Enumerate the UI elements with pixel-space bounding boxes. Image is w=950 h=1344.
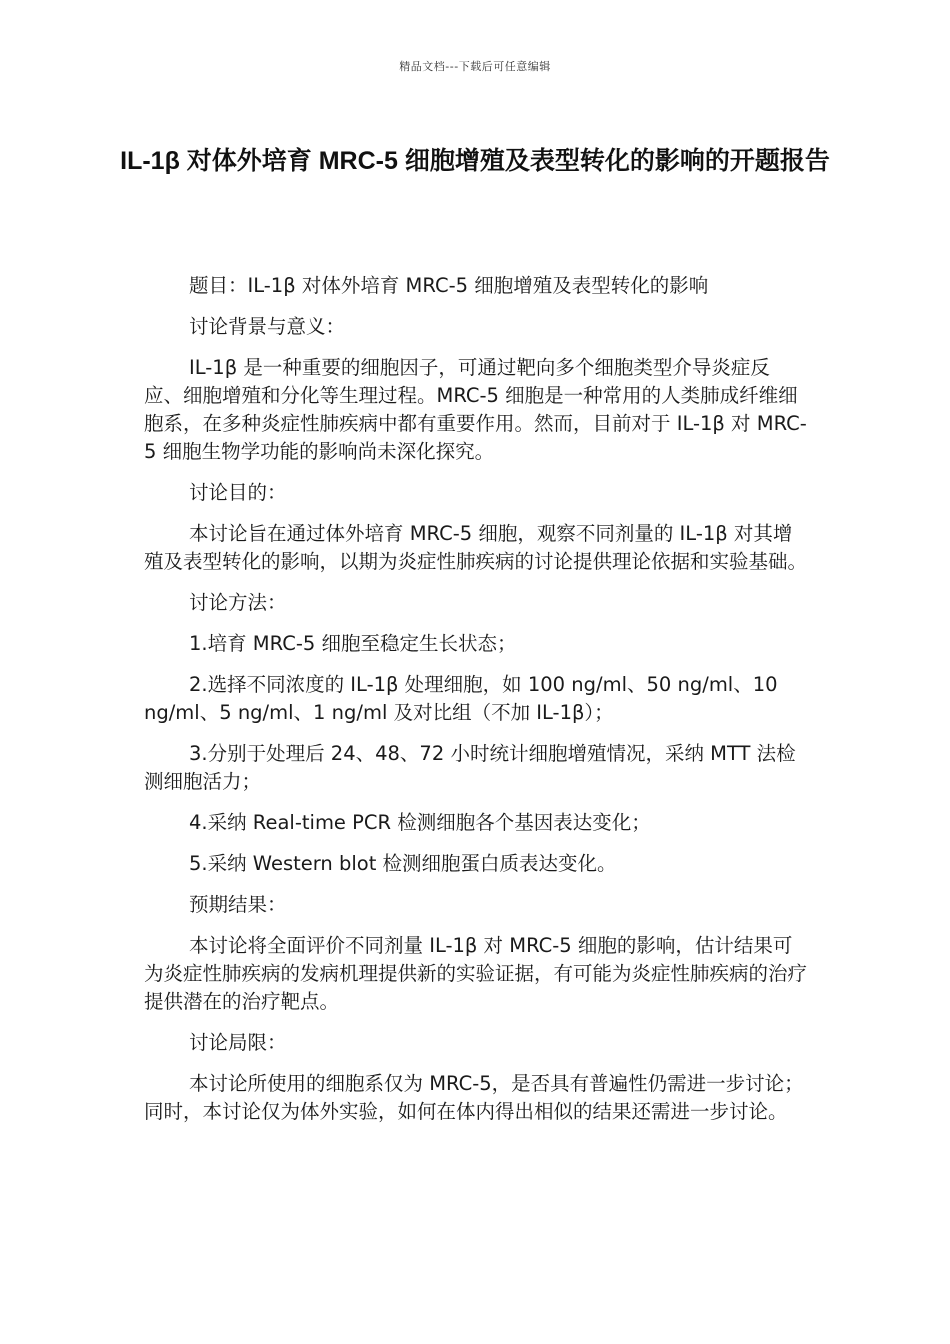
topic-line: 题目：IL-1β 对体外培育 MRC-5 细胞增殖及表型转化的影响: [189, 274, 709, 297]
method-step: 4.采纳 Real-time PCR 检测细胞各个基因表达变化；: [189, 811, 651, 834]
document-body: [144, 272, 808, 1139]
header-note: 精品文档---下载后可任意编辑: [399, 60, 551, 73]
purpose-heading: 讨论目的：: [189, 481, 287, 504]
method-step: 3.分别于处理后 24、48、72 小时统计细胞增殖情况，采纳 MTT 法检测细胞活力；: [144, 742, 796, 793]
method-step: 5.采纳 Western blot 检测细胞蛋白质表达变化。: [189, 852, 617, 875]
background-heading: 讨论背景与意义：: [189, 315, 346, 338]
method-step: 2.选择不同浓度的 IL-1β 处理细胞，如 100 ng/ml、50 ng/ml、10 ng/ml、5 ng/ml、1 ng/ml 及对比组（不加 IL-1β）；: [144, 673, 778, 724]
limitations-paragraph: 本讨论所使用的细胞系仅为 MRC-5，是否具有普遍性仍需进一步讨论；同时，本讨论仅为体外实验，如何在体内得出相似的结果还需进一步讨论。: [144, 1072, 804, 1123]
document-title: IL-1β 对体外培育 MRC-5 细胞增殖及表型转化的影响的开题报告: [120, 147, 830, 175]
expected-paragraph: 本讨论将全面评价不同剂量 IL-1β 对 MRC-5 细胞的影响，估计结果可为炎症性肺疾病的发病机理提供新的实验证据，有可能为炎症性肺疾病的治疗提供潜在的治疗靶点。: [144, 934, 808, 1013]
limitations-heading: 讨论局限：: [189, 1031, 287, 1054]
methods-heading: 讨论方法：: [189, 591, 287, 614]
purpose-paragraph: 本讨论旨在通过体外培育 MRC-5 细胞，观察不同剂量的 IL-1β 对其增殖及表型转化的影响，以期为炎症性肺疾病的讨论提供理论依据和实验基础。: [144, 522, 808, 573]
method-step: 1.培育 MRC-5 细胞至稳定生长状态；: [189, 632, 517, 655]
expected-heading: 预期结果：: [189, 893, 287, 916]
background-paragraph: IL-1β 是一种重要的细胞因子，可通过靶向多个细胞类型介导炎症反应、细胞增殖和分化等生理过程。MRC-5 细胞是一种常用的人类肺成纤维细胞系，在多种炎症性肺疾病中都有重要作用。然而，目前对于 IL-1β 对 MRC-5 细胞生物学功能的影响尚未深化探究。: [144, 356, 807, 463]
